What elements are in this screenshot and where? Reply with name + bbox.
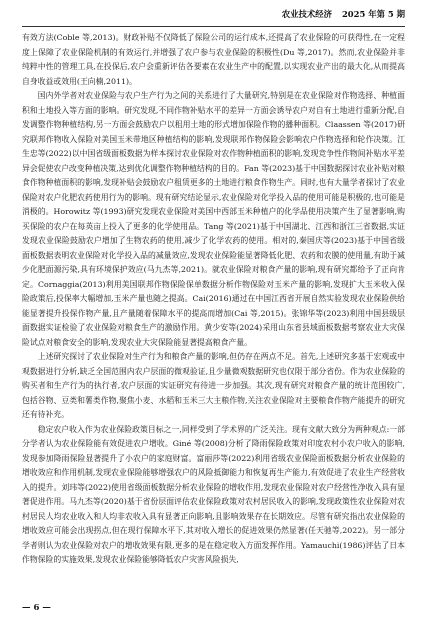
paragraph-income-effects: 稳定农户收入作为农业保险政策目标之一,同样受到了学术界的广泛关注。现有文献大致分为两种观点:一部分学者认为农业保险能有效促进农户增收。Giné 等(2008)分析了降雨保险政策对印度农村小农户收入的影响,发现参加降雨保险显著提升了小农户的家庭财富。富丽莎等(2022)利用省级农业保险面板数据分析农业保险的增收效应和作用机制,发现农业保险能够增强农户的风险抵御能力和恢复再生产能力,有效促进了农业生产经营收入的提升。刘玮等(2022)使用省级面板数据分析农业保险的增收作用,发现农业保险对农户经营性净收入具有显著促进作用。马九杰等(2020)基于省份层面评估农业保险政策对农村居民收入的影响,发现政策性农业保险对农村居民人均农业收入和人均非农收入具有显著正向影响,且影响效果存在长期效应。尽管有研究指出农业保险的增收效应可能会出现拐点,但在现行保障水平下,其对收入增长的促进效果仍然显著(任天驰等,2022)。另一部分学者则认为农业保险对农户的增收效果有限,更多的是在稳定收入方面发挥作用。Yamauchi(1986)评估了日本作物保险的实施效果,发现农业保险能够降低农户灾害风险损失, [22,424,405,564]
journal-name: 农业技术经济 [281,9,332,19]
running-header [22,8,405,24]
issue-label: 2025 年第 5 期 [341,9,405,19]
paragraph-literature-production: 国内外学者对农业保险与农户生产行为之间的关系进行了大量研究,特别是在农业保险对作物选择、种植面积和土地投入等方面的影响。研究发现,不同作物补贴水平的差异一方面会诱导农户对自有土地进行重新分配,自发调整作物种植结构,另一方面会鼓励农户以租用土地的形式增加保险作物的播种面积。Claassen 等(2017)研究联邦作物收入保险对美国玉米带地区种植结构的影响,发现联邦作物保险会影响农户作物选择和轮作决策。江生忠等(2022)以中国省级面板数据为样本探讨农业保险对农作物种植面积的影响,发现竞争性作物间补贴水平差异会促使农户改变种植决策,达到优化调整作物种植结构的目的。Fan 等(2023)基于中国数据探讨农业补贴对粮食作物种植面积的影响,发现补贴会鼓励农户租赁更多的土地进行粮食作物生产。同时,也有大量学者探讨了农业保险对农户化肥农药使用行为的影响。现有研究结论显示,农业保险对化学投入品的使用可能是积极的,也可能是消极的。Horowitz 等(1993)研究发现农业保险对美国中西部玉米种植户的化学品使用决策产生了显著影响,购买保险的农户在每英亩上投入了更多的化学使用品。Tang 等(2021)基于中国湖北、江西和浙江三省数据,实证发现农业保险鼓励农户增加了生物农药的使用,减少了化学农药的使用。相对的,秦国庆等(2023)基于中国省级面板数据表明农业保险对化学投入品的减量效应,发现农业保险能显著降低化肥、农药和农膜的使用量,有助于减少化肥面源污染,具有环境保护效应(马九杰等,2021)。就农业保险对粮食产量的影响,现有研究都给予了正向肯定。Cornaggia(2013)利用美国联邦作物保险保单数据分析作物保险对玉米产量的影响,发现扩大玉米收入保险政策后,投保率大幅增加,玉米产量也随之提高。Cai(2016)通过在中国江西省开展自然实验发现农业保险供给能显著提升投保作物产量,且产量随着保障水平的提高而增加(Cai 等,2015)。张锦华等(2023)利用中国县级层面数据实证检验了农业保险对粮食生产的激励作用。黄少安等(2024)采用山东省县域面板数据考察农业大灾保险试点对粮食安全的影响,发现农业大灾保险能显著提高粮食产量。 [22,91,405,347]
body-text [22,31,405,599]
page-number: — 6 — [22,603,51,613]
paragraph-research-gaps: 上述研究探讨了农业保险对生产行为和粮食产量的影响,但仍存在两点不足。首先,上述研究多基于宏观或中观数据进行分析,缺乏全国范围内农户层面的微观验证,且少量微观数据研究也仅限于部分省份。作为农业保险的购买者和生产行为的执行者,农户层面的实证研究有待进一步加强。其次,现有研究对粮食产量的统计范围较广,包括谷物、豆类和薯类作物,聚焦小麦、水稻和玉米三大主粮作物,关注农业保险对主要粮食作物产能提升的研究还有待补充。 [22,352,405,419]
header-rule [22,26,405,27]
paragraph-continued: 有效方法(Coble 等,2013)。财政补贴不仅降低了保险公司的运行成本,还提高了农业保险的可获得性,在一定程度上保障了农业保险机制的有效运行,并增强了农户参与农业保险的积极性(Du 等,2017)。然而,农业保险并非纯粹中性的管理工具,在投保后,农户会重新评估各要素在农业生产中的配置,以实现农业产出的最大化,从而提高自身收益或效用(王向楠,2011)。 [22,33,405,86]
